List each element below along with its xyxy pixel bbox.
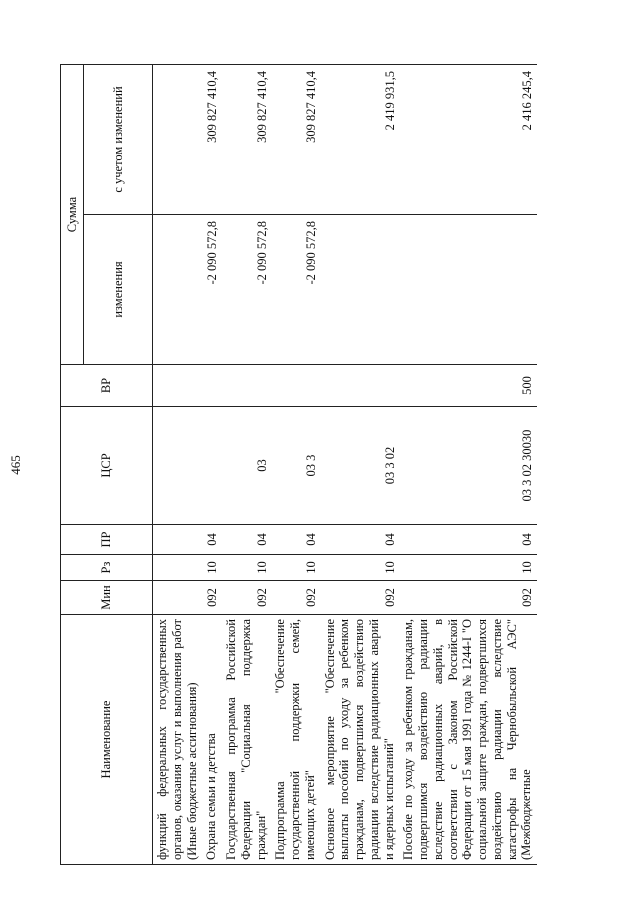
cell-csr: 03 3 02 [321,407,400,525]
cell-rz: 10 [271,555,320,581]
cell-min: 092 [222,581,271,615]
cell-rz: 10 [321,555,400,581]
header-sum: Сумма [61,65,84,365]
cell-change: -2 090 572,8 [271,215,320,365]
cell-name: Пособие по уходу за ребенком гражданам, подвергшимся воздействию радиации вследствие радиационных аварий, в соответствии с Законом Российской Федерации от 15 мая 1991 года № 1244-I "О социальной защите граждан, подвергшихся воздействию радиации вследствие катастрофы на Чернобыльской АЭС" (Межбюджетные [399,615,537,865]
header-min: Мин [61,581,153,615]
cell-total: 2 419 931,5 [321,65,400,215]
cell-vr [202,365,222,407]
table-row [321,65,400,865]
cell-csr [153,407,203,525]
cell-change [399,215,537,365]
cell-vr [153,365,203,407]
cell-change [321,215,400,365]
cell-vr [222,365,271,407]
table-row [271,65,320,865]
cell-min: 092 [321,581,400,615]
cell-rz: 10 [222,555,271,581]
budget-table [60,64,537,865]
header-csr: ЦСР [61,407,153,525]
cell-pr: 04 [202,525,222,555]
cell-min: 092 [271,581,320,615]
cell-name: Государственная программа Российской Федерации "Социальная поддержка граждан" [222,615,271,865]
table-row [153,65,203,865]
cell-pr [153,525,203,555]
cell-pr: 04 [271,525,320,555]
header-pr: ПР [61,525,153,555]
header-with-change: с учетом изменений [84,65,153,215]
table-row [202,65,222,865]
header-rz: Рз [61,555,153,581]
cell-total: 309 827 410,4 [222,65,271,215]
cell-pr: 04 [321,525,400,555]
table-row [222,65,271,865]
cell-min: 092 [202,581,222,615]
rotated-document [8,65,600,865]
cell-vr [271,365,320,407]
cell-vr: 500 [399,365,537,407]
cell-change: -2 090 572,8 [222,215,271,365]
cell-min [153,581,203,615]
cell-pr: 04 [222,525,271,555]
cell-pr: 04 [399,525,537,555]
header-name: Наименование [61,615,153,865]
cell-change: -2 090 572,8 [202,215,222,365]
cell-vr [321,365,400,407]
cell-rz: 10 [399,555,537,581]
cell-change [153,215,203,365]
cell-total: 309 827 410,4 [271,65,320,215]
cell-csr: 03 3 [271,407,320,525]
table-row [399,65,537,865]
cell-total [153,65,203,215]
cell-name: функций федеральных государственных органов, оказания услуг и выполнения работ (Иные бюджетные ассигнования) [153,615,203,865]
cell-min: 092 [399,581,537,615]
cell-name: Основное мероприятие "Обеспечение выплаты пособий по уходу за ребенком гражданам, подвергшимся воздействию радиации вследствие радиационных аварий и ядерных испытаний" [321,615,400,865]
cell-csr: 03 [222,407,271,525]
page-number: 465 [8,455,23,475]
table-body [153,65,538,865]
cell-name: Охрана семьи и детства [202,615,222,865]
cell-rz [153,555,203,581]
cell-total: 309 827 410,4 [202,65,222,215]
cell-total: 2 416 245,4 [399,65,537,215]
cell-csr [202,407,222,525]
cell-csr: 03 3 02 30030 [399,407,537,525]
cell-name: Подпрограмма "Обеспечение государственной поддержки семей, имеющих детей" [271,615,320,865]
header-change: изменения [84,215,153,365]
cell-rz: 10 [202,555,222,581]
header-vr: ВР [61,365,153,407]
